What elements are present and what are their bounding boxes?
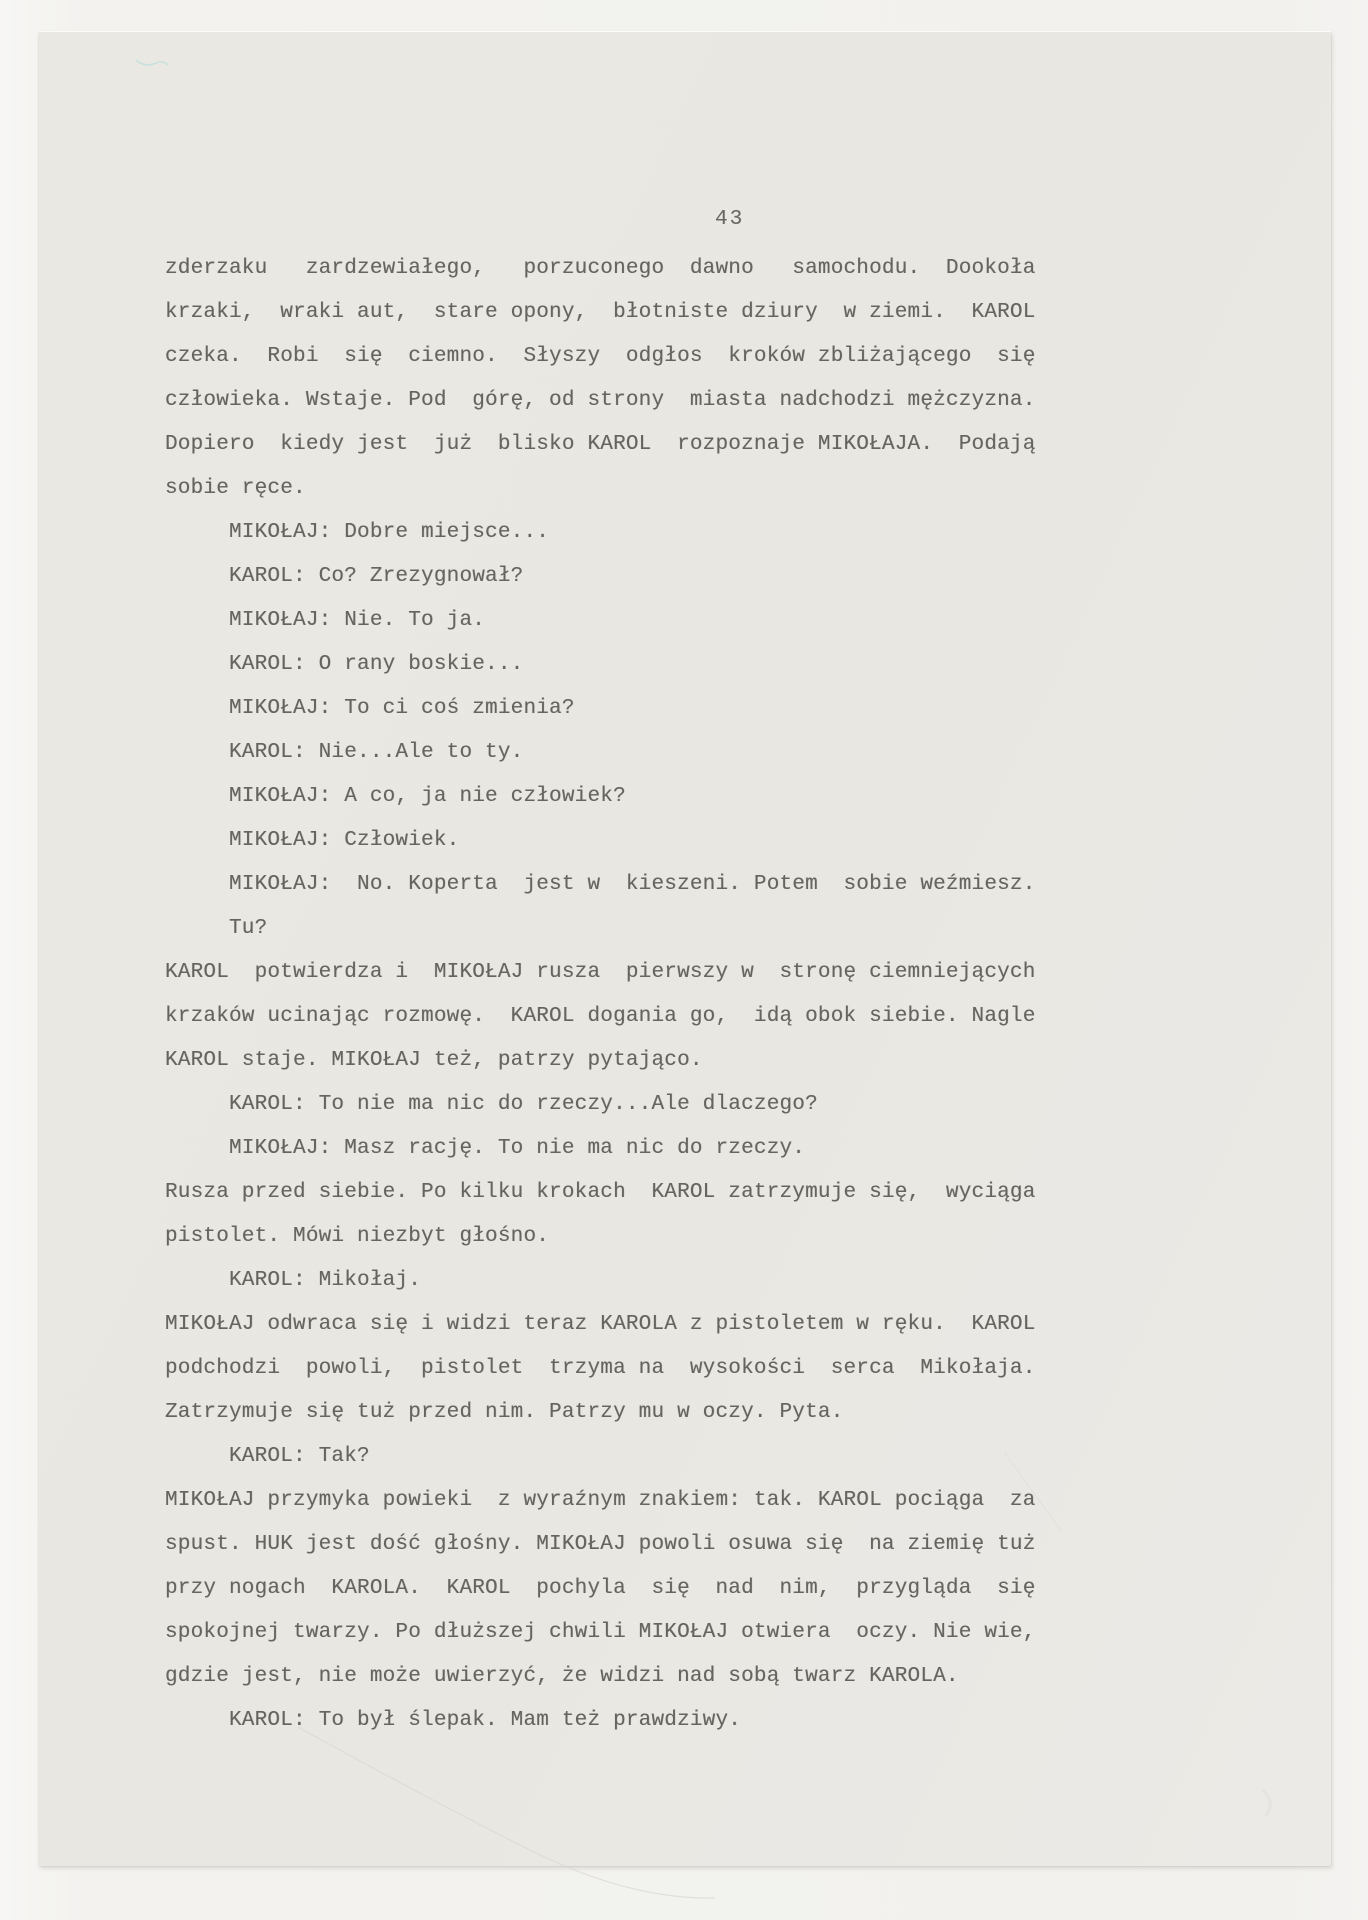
text-line: MIKOŁAJ: Nie. To ja. xyxy=(165,609,486,632)
text-line: Tu? xyxy=(165,917,268,940)
text-line: czeka. Robi się ciemno. Słyszy odgłos kroków zbliżającego się xyxy=(165,345,1036,368)
text-line: KAROL: Tak? xyxy=(165,1445,370,1468)
text-line: KAROL: Nie...Ale to ty. xyxy=(165,741,524,764)
text-line: KAROL: Mikołaj. xyxy=(165,1269,422,1292)
text-line: MIKOŁAJ: To ci coś zmienia? xyxy=(165,697,575,720)
text-line: MIKOŁAJ: Masz rację. To nie ma nic do rzeczy. xyxy=(165,1137,806,1160)
text-line: krzaków ucinając rozmowę. KAROL dogania go, idą obok siebie. Nagle xyxy=(165,1005,1036,1028)
text-line: KAROL: To nie ma nic do rzeczy...Ale dlaczego? xyxy=(165,1093,818,1116)
text-line: MIKOŁAJ: A co, ja nie człowiek? xyxy=(165,785,626,808)
text-line: Dopiero kiedy jest już blisko KAROL rozpoznaje MIKOŁAJA. Podają xyxy=(165,433,1036,456)
text-line: zderzaku zardzewiałego, porzuconego dawno samochodu. Dookoła xyxy=(165,257,1036,280)
text-line: KAROL staje. MIKOŁAJ też, patrzy pytająco. xyxy=(165,1049,703,1072)
text-line: przy nogach KAROLA. KAROL pochyla się nad nim, przygląda się xyxy=(165,1577,1036,1600)
text-line: MIKOŁAJ: No. Koperta jest w kieszeni. Potem sobie weźmiesz. xyxy=(165,873,1036,896)
text-line: spokojnej twarzy. Po dłuższej chwili MIKOŁAJ otwiera oczy. Nie wie, xyxy=(165,1621,1036,1644)
text-line: KAROL: O rany boskie... xyxy=(165,653,524,676)
text-line: MIKOŁAJ: Dobre miejsce... xyxy=(165,521,550,544)
text-line: Zatrzymuje się tuż przed nim. Patrzy mu w oczy. Pyta. xyxy=(165,1401,844,1424)
text-line: sobie ręce. xyxy=(165,477,306,500)
typewritten-text-block xyxy=(165,247,1065,1743)
text-line: człowieka. Wstaje. Pod górę, od strony miasta nadchodzi mężczyzna. xyxy=(165,389,1036,412)
page-number: 43 xyxy=(715,208,745,231)
text-line: KAROL: To był ślepak. Mam też prawdziwy. xyxy=(165,1709,742,1732)
text-line: Rusza przed siebie. Po kilku krokach KAROL zatrzymuje się, wyciąga xyxy=(165,1181,1036,1204)
text-line: krzaki, wraki aut, stare opony, błotniste dziury w ziemi. KAROL xyxy=(165,301,1036,324)
text-line: MIKOŁAJ przymyka powieki z wyraźnym znakiem: tak. KAROL pociąga za xyxy=(165,1489,1036,1512)
text-line: pistolet. Mówi niezbyt głośno. xyxy=(165,1225,550,1248)
text-line: KAROL: Co? Zrezygnował? xyxy=(165,565,524,588)
text-line: spust. HUK jest dość głośny. MIKOŁAJ powoli osuwa się na ziemię tuż xyxy=(165,1533,1036,1556)
document-page xyxy=(39,32,1331,1866)
text-line: MIKOŁAJ: Człowiek. xyxy=(165,829,460,852)
text-line: podchodzi powoli, pistolet trzyma na wysokości serca Mikołaja. xyxy=(165,1357,1036,1380)
text-line: KAROL potwierdza i MIKOŁAJ rusza pierwszy w stronę ciemniejących xyxy=(165,961,1036,984)
text-line: MIKOŁAJ odwraca się i widzi teraz KAROLA z pistoletem w ręku. KAROL xyxy=(165,1313,1036,1336)
text-line: gdzie jest, nie może uwierzyć, że widzi nad sobą twarz KAROLA. xyxy=(165,1665,959,1688)
